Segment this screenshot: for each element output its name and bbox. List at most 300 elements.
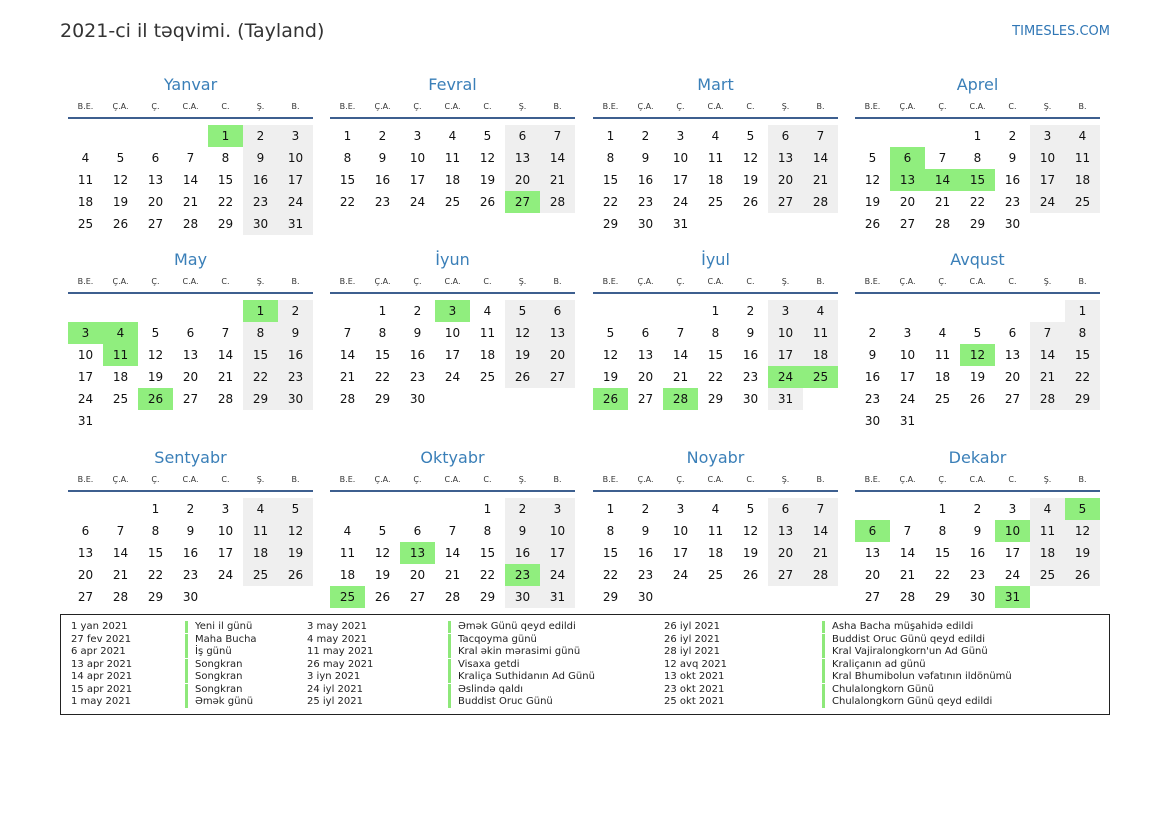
day-cell: 2 xyxy=(278,300,313,322)
day-cell: 1 xyxy=(151,502,160,516)
day-cell: 26 xyxy=(864,217,881,231)
holiday-day-cell: 31 xyxy=(995,586,1030,608)
weekday-label: Ç.A. xyxy=(374,277,391,286)
day-cell: 4 xyxy=(483,304,492,318)
day-cell: 28 xyxy=(899,590,916,604)
weekday-label: Ç. xyxy=(938,102,947,111)
day-cell: 9 xyxy=(973,524,982,538)
holiday-date: 6 apr 2021 xyxy=(71,646,126,657)
day-cell: 23 xyxy=(243,191,278,213)
weekday-header xyxy=(330,277,575,289)
day-cell: 10 xyxy=(768,322,803,344)
day-cell: 24 xyxy=(1030,191,1065,213)
month-divider xyxy=(593,117,838,119)
day-cell: 6 xyxy=(186,326,195,340)
day-cell: 25 xyxy=(479,370,496,384)
day-cell: 12 xyxy=(864,173,881,187)
holiday-day-cell: 14 xyxy=(925,169,960,191)
day-cell: 2 xyxy=(641,129,650,143)
month-name: Sentyabr xyxy=(154,448,227,467)
day-cell: 5 xyxy=(746,502,755,516)
day-cell: 12 xyxy=(278,520,313,542)
day-cell: 14 xyxy=(1030,344,1065,366)
page-title: 2021-ci il təqvimi. (Tayland) xyxy=(60,20,325,42)
month-divider xyxy=(593,292,838,294)
day-cell: 30 xyxy=(742,392,759,406)
day-cell: 8 xyxy=(938,524,947,538)
day-cell: 23 xyxy=(969,568,986,582)
holiday-name: Visaxa getdi xyxy=(448,659,520,671)
weekday-label: Ç. xyxy=(151,475,160,484)
day-cell: 11 xyxy=(444,151,461,165)
holiday-date: 25 iyl 2021 xyxy=(307,696,364,707)
day-cell: 13 xyxy=(768,520,803,542)
day-cell: 15 xyxy=(374,348,391,362)
day-cell: 16 xyxy=(742,348,759,362)
day-cell: 15 xyxy=(479,546,496,560)
day-cell: 3 xyxy=(221,502,230,516)
weekday-header xyxy=(855,277,1100,289)
day-cell: 8 xyxy=(378,326,387,340)
holiday-day-cell: 12 xyxy=(960,344,995,366)
weekday-label: Ş. xyxy=(256,277,265,286)
day-cell: 1 xyxy=(938,502,947,516)
weekday-label: B.E. xyxy=(864,475,881,484)
day-cell: 28 xyxy=(112,590,129,604)
month-name: İyun xyxy=(435,250,470,269)
day-cell: 28 xyxy=(339,392,356,406)
day-cell: 10 xyxy=(409,151,426,165)
day-cell: 2 xyxy=(1008,129,1017,143)
day-cell: 7 xyxy=(221,326,230,340)
day-cell: 24 xyxy=(77,392,94,406)
weekday-label: Ç.A. xyxy=(637,277,654,286)
holiday-name: Kral əkin mərasimi günü xyxy=(448,646,580,658)
month-divider xyxy=(68,292,313,294)
day-cell: 10 xyxy=(217,524,234,538)
day-cell: 13 xyxy=(77,546,94,560)
weekday-label: Ç.A. xyxy=(112,102,129,111)
day-cell: 10 xyxy=(899,348,916,362)
day-cell: 10 xyxy=(1030,147,1065,169)
holiday-name: Yeni il günü xyxy=(185,621,252,633)
day-cell: 14 xyxy=(540,147,575,169)
day-cell: 11 xyxy=(1065,147,1100,169)
month-name: Yanvar xyxy=(163,75,218,94)
day-cell: 5 xyxy=(973,326,982,340)
weekday-label: Ş. xyxy=(1043,102,1052,111)
day-cell: 15 xyxy=(243,344,278,366)
day-cell: 30 xyxy=(182,590,199,604)
day-cell: 4 xyxy=(1065,125,1100,147)
day-cell: 8 xyxy=(221,151,230,165)
day-cell: 26 xyxy=(742,195,759,209)
day-cell: 27 xyxy=(899,217,916,231)
holiday-name: Kraliçanın ad günü xyxy=(822,659,926,671)
day-cell: 29 xyxy=(602,217,619,231)
day-cell: 14 xyxy=(112,546,129,560)
day-cell: 11 xyxy=(243,520,278,542)
day-cell: 12 xyxy=(479,151,496,165)
holiday-date: 26 may 2021 xyxy=(307,658,374,670)
day-cell: 10 xyxy=(77,348,94,362)
day-cell: 22 xyxy=(374,370,391,384)
day-cell: 30 xyxy=(1004,217,1021,231)
day-cell: 28 xyxy=(182,217,199,231)
holiday-day-cell: 13 xyxy=(400,542,435,564)
day-cell: 22 xyxy=(602,568,619,582)
day-cell: 31 xyxy=(77,414,94,428)
day-cell: 21 xyxy=(112,568,129,582)
day-cell: 10 xyxy=(672,151,689,165)
day-cell: 25 xyxy=(1030,564,1065,586)
weekday-label: B. xyxy=(816,277,825,286)
day-cell: 17 xyxy=(540,542,575,564)
day-cell: 11 xyxy=(1030,520,1065,542)
holiday-name: Songkran xyxy=(185,659,243,671)
weekday-label: Ş. xyxy=(518,277,527,286)
day-cell: 9 xyxy=(1008,151,1017,165)
day-cell: 23 xyxy=(637,195,654,209)
day-cell: 10 xyxy=(672,524,689,538)
weekday-header xyxy=(68,102,313,114)
holiday-day-cell: 4 xyxy=(103,322,138,344)
day-cell: 17 xyxy=(672,173,689,187)
weekday-label: C. xyxy=(483,102,492,111)
weekday-label: Ç.A. xyxy=(112,277,129,286)
holiday-date: 14 apr 2021 xyxy=(71,671,133,682)
day-cell: 3 xyxy=(278,125,313,147)
day-cell: 6 xyxy=(413,524,422,538)
day-cell: 30 xyxy=(969,590,986,604)
month-name: Noyabr xyxy=(686,448,745,467)
day-cell: 4 xyxy=(938,326,947,340)
month-name: Oktyabr xyxy=(420,448,485,467)
day-cell: 30 xyxy=(637,217,654,231)
day-cell: 10 xyxy=(278,147,313,169)
day-cell: 15 xyxy=(339,173,356,187)
day-cell: 6 xyxy=(768,125,803,147)
day-cell: 3 xyxy=(1008,502,1017,516)
day-cell: 8 xyxy=(243,322,278,344)
weekday-label: C. xyxy=(221,102,230,111)
day-cell: 17 xyxy=(278,169,313,191)
day-cell: 13 xyxy=(147,173,164,187)
day-cell: 18 xyxy=(803,344,838,366)
day-cell: 6 xyxy=(540,300,575,322)
day-cell: 17 xyxy=(77,370,94,384)
day-cell: 27 xyxy=(768,191,803,213)
day-cell: 9 xyxy=(278,322,313,344)
weekday-label: B.E. xyxy=(339,475,356,484)
day-cell: 16 xyxy=(278,344,313,366)
weekday-header xyxy=(593,277,838,289)
day-cell: 17 xyxy=(1004,546,1021,560)
day-cell: 16 xyxy=(864,370,881,384)
weekday-label: B.E. xyxy=(339,102,356,111)
day-cell: 9 xyxy=(186,524,195,538)
day-cell: 3 xyxy=(540,498,575,520)
day-cell: 30 xyxy=(505,586,540,608)
day-cell: 22 xyxy=(602,195,619,209)
site-link[interactable]: TIMESLES.COM xyxy=(1012,24,1110,39)
day-cell: 24 xyxy=(899,392,916,406)
day-cell: 3 xyxy=(676,129,685,143)
month-divider xyxy=(855,117,1100,119)
weekday-label: B. xyxy=(553,102,562,111)
month-name: Dekabr xyxy=(948,448,1007,467)
day-cell: 4 xyxy=(803,300,838,322)
day-cell: 2 xyxy=(641,502,650,516)
weekday-label: C. xyxy=(221,277,230,286)
day-cell: 17 xyxy=(409,173,426,187)
weekday-label: Ç.A. xyxy=(899,277,916,286)
day-cell: 1 xyxy=(606,502,615,516)
holiday-day-cell: 25 xyxy=(803,366,838,388)
holiday-date: 28 iyl 2021 xyxy=(664,646,721,657)
day-cell: 20 xyxy=(899,195,916,209)
day-cell: 14 xyxy=(182,173,199,187)
day-cell: 7 xyxy=(1030,322,1065,344)
day-cell: 6 xyxy=(81,524,90,538)
day-cell: 12 xyxy=(147,348,164,362)
month-divider xyxy=(855,490,1100,492)
holiday-day-cell: 28 xyxy=(663,388,698,410)
day-cell: 20 xyxy=(505,169,540,191)
day-cell: 15 xyxy=(707,348,724,362)
day-cell: 15 xyxy=(602,173,619,187)
day-cell: 19 xyxy=(147,370,164,384)
day-cell: 2 xyxy=(746,304,755,318)
day-cell: 29 xyxy=(1065,388,1100,410)
weekday-label: C.A. xyxy=(707,277,724,286)
day-cell: 4 xyxy=(243,498,278,520)
holiday-day-cell: 1 xyxy=(208,125,243,147)
weekday-label: Ş. xyxy=(256,102,265,111)
day-cell: 17 xyxy=(672,546,689,560)
day-cell: 16 xyxy=(182,546,199,560)
weekday-label: C.A. xyxy=(707,475,724,484)
day-cell: 24 xyxy=(540,564,575,586)
day-cell: 9 xyxy=(641,524,650,538)
day-cell: 29 xyxy=(374,392,391,406)
day-cell: 26 xyxy=(969,392,986,406)
month-divider xyxy=(68,117,313,119)
weekday-label: B. xyxy=(816,475,825,484)
day-cell: 23 xyxy=(1004,195,1021,209)
day-cell: 28 xyxy=(934,217,951,231)
weekday-label: C.A. xyxy=(444,475,461,484)
day-cell: 23 xyxy=(278,366,313,388)
day-cell: 18 xyxy=(1030,542,1065,564)
day-cell: 16 xyxy=(637,546,654,560)
weekday-label: Ç. xyxy=(676,475,685,484)
weekday-header xyxy=(330,102,575,114)
day-cell: 18 xyxy=(1065,169,1100,191)
month-divider xyxy=(593,490,838,492)
day-cell: 9 xyxy=(505,520,540,542)
day-cell: 13 xyxy=(637,348,654,362)
holiday-name: Chulalongkorn Günü xyxy=(822,684,934,696)
day-cell: 6 xyxy=(1008,326,1017,340)
day-cell: 21 xyxy=(672,370,689,384)
day-cell: 11 xyxy=(707,151,724,165)
day-cell: 4 xyxy=(711,129,720,143)
day-cell: 18 xyxy=(707,546,724,560)
day-cell: 6 xyxy=(151,151,160,165)
day-cell: 20 xyxy=(77,568,94,582)
day-cell: 22 xyxy=(934,568,951,582)
weekday-header xyxy=(68,475,313,487)
day-cell: 18 xyxy=(707,173,724,187)
day-cell: 26 xyxy=(112,217,129,231)
day-cell: 22 xyxy=(243,366,278,388)
holiday-day-cell: 6 xyxy=(890,147,925,169)
day-cell: 2 xyxy=(505,498,540,520)
day-cell: 14 xyxy=(899,546,916,560)
day-cell: 12 xyxy=(742,524,759,538)
holiday-date: 23 okt 2021 xyxy=(664,683,725,695)
day-cell: 27 xyxy=(637,392,654,406)
day-cell: 7 xyxy=(803,498,838,520)
day-cell: 24 xyxy=(672,568,689,582)
weekday-label: Ş. xyxy=(1043,277,1052,286)
holiday-date: 27 fev 2021 xyxy=(71,633,132,645)
day-cell: 26 xyxy=(479,195,496,209)
day-cell: 19 xyxy=(1065,542,1100,564)
day-cell: 20 xyxy=(147,195,164,209)
day-cell: 26 xyxy=(505,366,540,388)
day-cell: 28 xyxy=(444,590,461,604)
day-cell: 11 xyxy=(707,524,724,538)
day-cell: 24 xyxy=(409,195,426,209)
weekday-label: C. xyxy=(483,277,492,286)
day-cell: 28 xyxy=(803,564,838,586)
day-cell: 24 xyxy=(278,191,313,213)
weekday-label: Ş. xyxy=(256,475,265,484)
day-cell: 19 xyxy=(742,173,759,187)
day-cell: 20 xyxy=(637,370,654,384)
day-cell: 19 xyxy=(969,370,986,384)
weekday-header xyxy=(855,475,1100,487)
weekday-label: C.A. xyxy=(182,277,199,286)
day-cell: 18 xyxy=(444,173,461,187)
holiday-date: 25 okt 2021 xyxy=(664,696,725,707)
day-cell: 17 xyxy=(217,546,234,560)
day-cell: 2 xyxy=(973,502,982,516)
day-cell: 3 xyxy=(1030,125,1065,147)
day-cell: 21 xyxy=(217,370,234,384)
day-cell: 1 xyxy=(378,304,387,318)
day-cell: 14 xyxy=(672,348,689,362)
holiday-day-cell: 3 xyxy=(68,322,103,344)
day-cell: 23 xyxy=(374,195,391,209)
weekday-label: Ç.A. xyxy=(637,475,654,484)
day-cell: 18 xyxy=(339,568,356,582)
day-cell: 15 xyxy=(602,546,619,560)
holiday-date: 26 iyl 2021 xyxy=(664,633,721,645)
weekday-label: C.A. xyxy=(444,277,461,286)
day-cell: 7 xyxy=(903,524,912,538)
day-cell: 13 xyxy=(505,147,540,169)
month-name: Avqust xyxy=(950,250,1005,269)
weekday-label: B. xyxy=(291,102,300,111)
month-name: Mart xyxy=(697,75,734,94)
day-cell: 16 xyxy=(1004,173,1021,187)
day-cell: 30 xyxy=(278,388,313,410)
day-cell: 23 xyxy=(637,568,654,582)
day-cell: 2 xyxy=(243,125,278,147)
day-cell: 23 xyxy=(409,370,426,384)
day-cell: 24 xyxy=(444,370,461,384)
weekday-label: C. xyxy=(221,475,230,484)
day-cell: 23 xyxy=(742,370,759,384)
day-cell: 17 xyxy=(444,348,461,362)
weekday-label: Ç. xyxy=(938,475,947,484)
holiday-date: 15 apr 2021 xyxy=(71,683,133,695)
day-cell: 10 xyxy=(444,326,461,340)
day-cell: 21 xyxy=(540,169,575,191)
day-cell: 25 xyxy=(112,392,129,406)
weekday-label: C.A. xyxy=(969,102,986,111)
weekday-label: Ç.A. xyxy=(374,475,391,484)
day-cell: 6 xyxy=(641,326,650,340)
weekday-label: Ç. xyxy=(151,277,160,286)
day-cell: 7 xyxy=(448,524,457,538)
day-cell: 12 xyxy=(505,322,540,344)
weekday-label: C.A. xyxy=(444,102,461,111)
day-cell: 18 xyxy=(243,542,278,564)
month-divider xyxy=(330,292,575,294)
weekday-label: Ç. xyxy=(151,102,160,111)
holiday-name: Buddist Oruc Günü qeyd edildi xyxy=(822,634,985,646)
day-cell: 20 xyxy=(768,542,803,564)
day-cell: 14 xyxy=(803,520,838,542)
day-cell: 5 xyxy=(278,498,313,520)
day-cell: 25 xyxy=(707,195,724,209)
day-cell: 22 xyxy=(479,568,496,582)
day-cell: 18 xyxy=(112,370,129,384)
day-cell: 9 xyxy=(641,151,650,165)
day-cell: 2 xyxy=(186,502,195,516)
day-cell: 24 xyxy=(217,568,234,582)
day-cell: 8 xyxy=(606,524,615,538)
month-name: Aprel xyxy=(956,75,999,94)
day-cell: 14 xyxy=(217,348,234,362)
day-cell: 12 xyxy=(1065,520,1100,542)
day-cell: 25 xyxy=(243,564,278,586)
weekday-label: Ş. xyxy=(518,475,527,484)
holiday-name: Asha Bacha müşahidə edildi xyxy=(822,621,973,633)
holiday-day-cell: 15 xyxy=(960,169,995,191)
month-name: İyul xyxy=(701,250,730,269)
day-cell: 1 xyxy=(711,304,720,318)
day-cell: 30 xyxy=(637,590,654,604)
day-cell: 31 xyxy=(278,213,313,235)
weekday-label: C. xyxy=(1008,475,1017,484)
day-cell: 12 xyxy=(112,173,129,187)
holiday-date: 3 iyn 2021 xyxy=(307,671,361,682)
day-cell: 23 xyxy=(182,568,199,582)
day-cell: 22 xyxy=(339,195,356,209)
day-cell: 27 xyxy=(409,590,426,604)
holiday-date: 13 okt 2021 xyxy=(664,671,725,682)
day-cell: 16 xyxy=(374,173,391,187)
day-cell: 19 xyxy=(602,370,619,384)
holiday-date: 13 apr 2021 xyxy=(71,658,133,670)
day-cell: 18 xyxy=(77,195,94,209)
holiday-name: Tacqoyma günü xyxy=(448,634,537,646)
